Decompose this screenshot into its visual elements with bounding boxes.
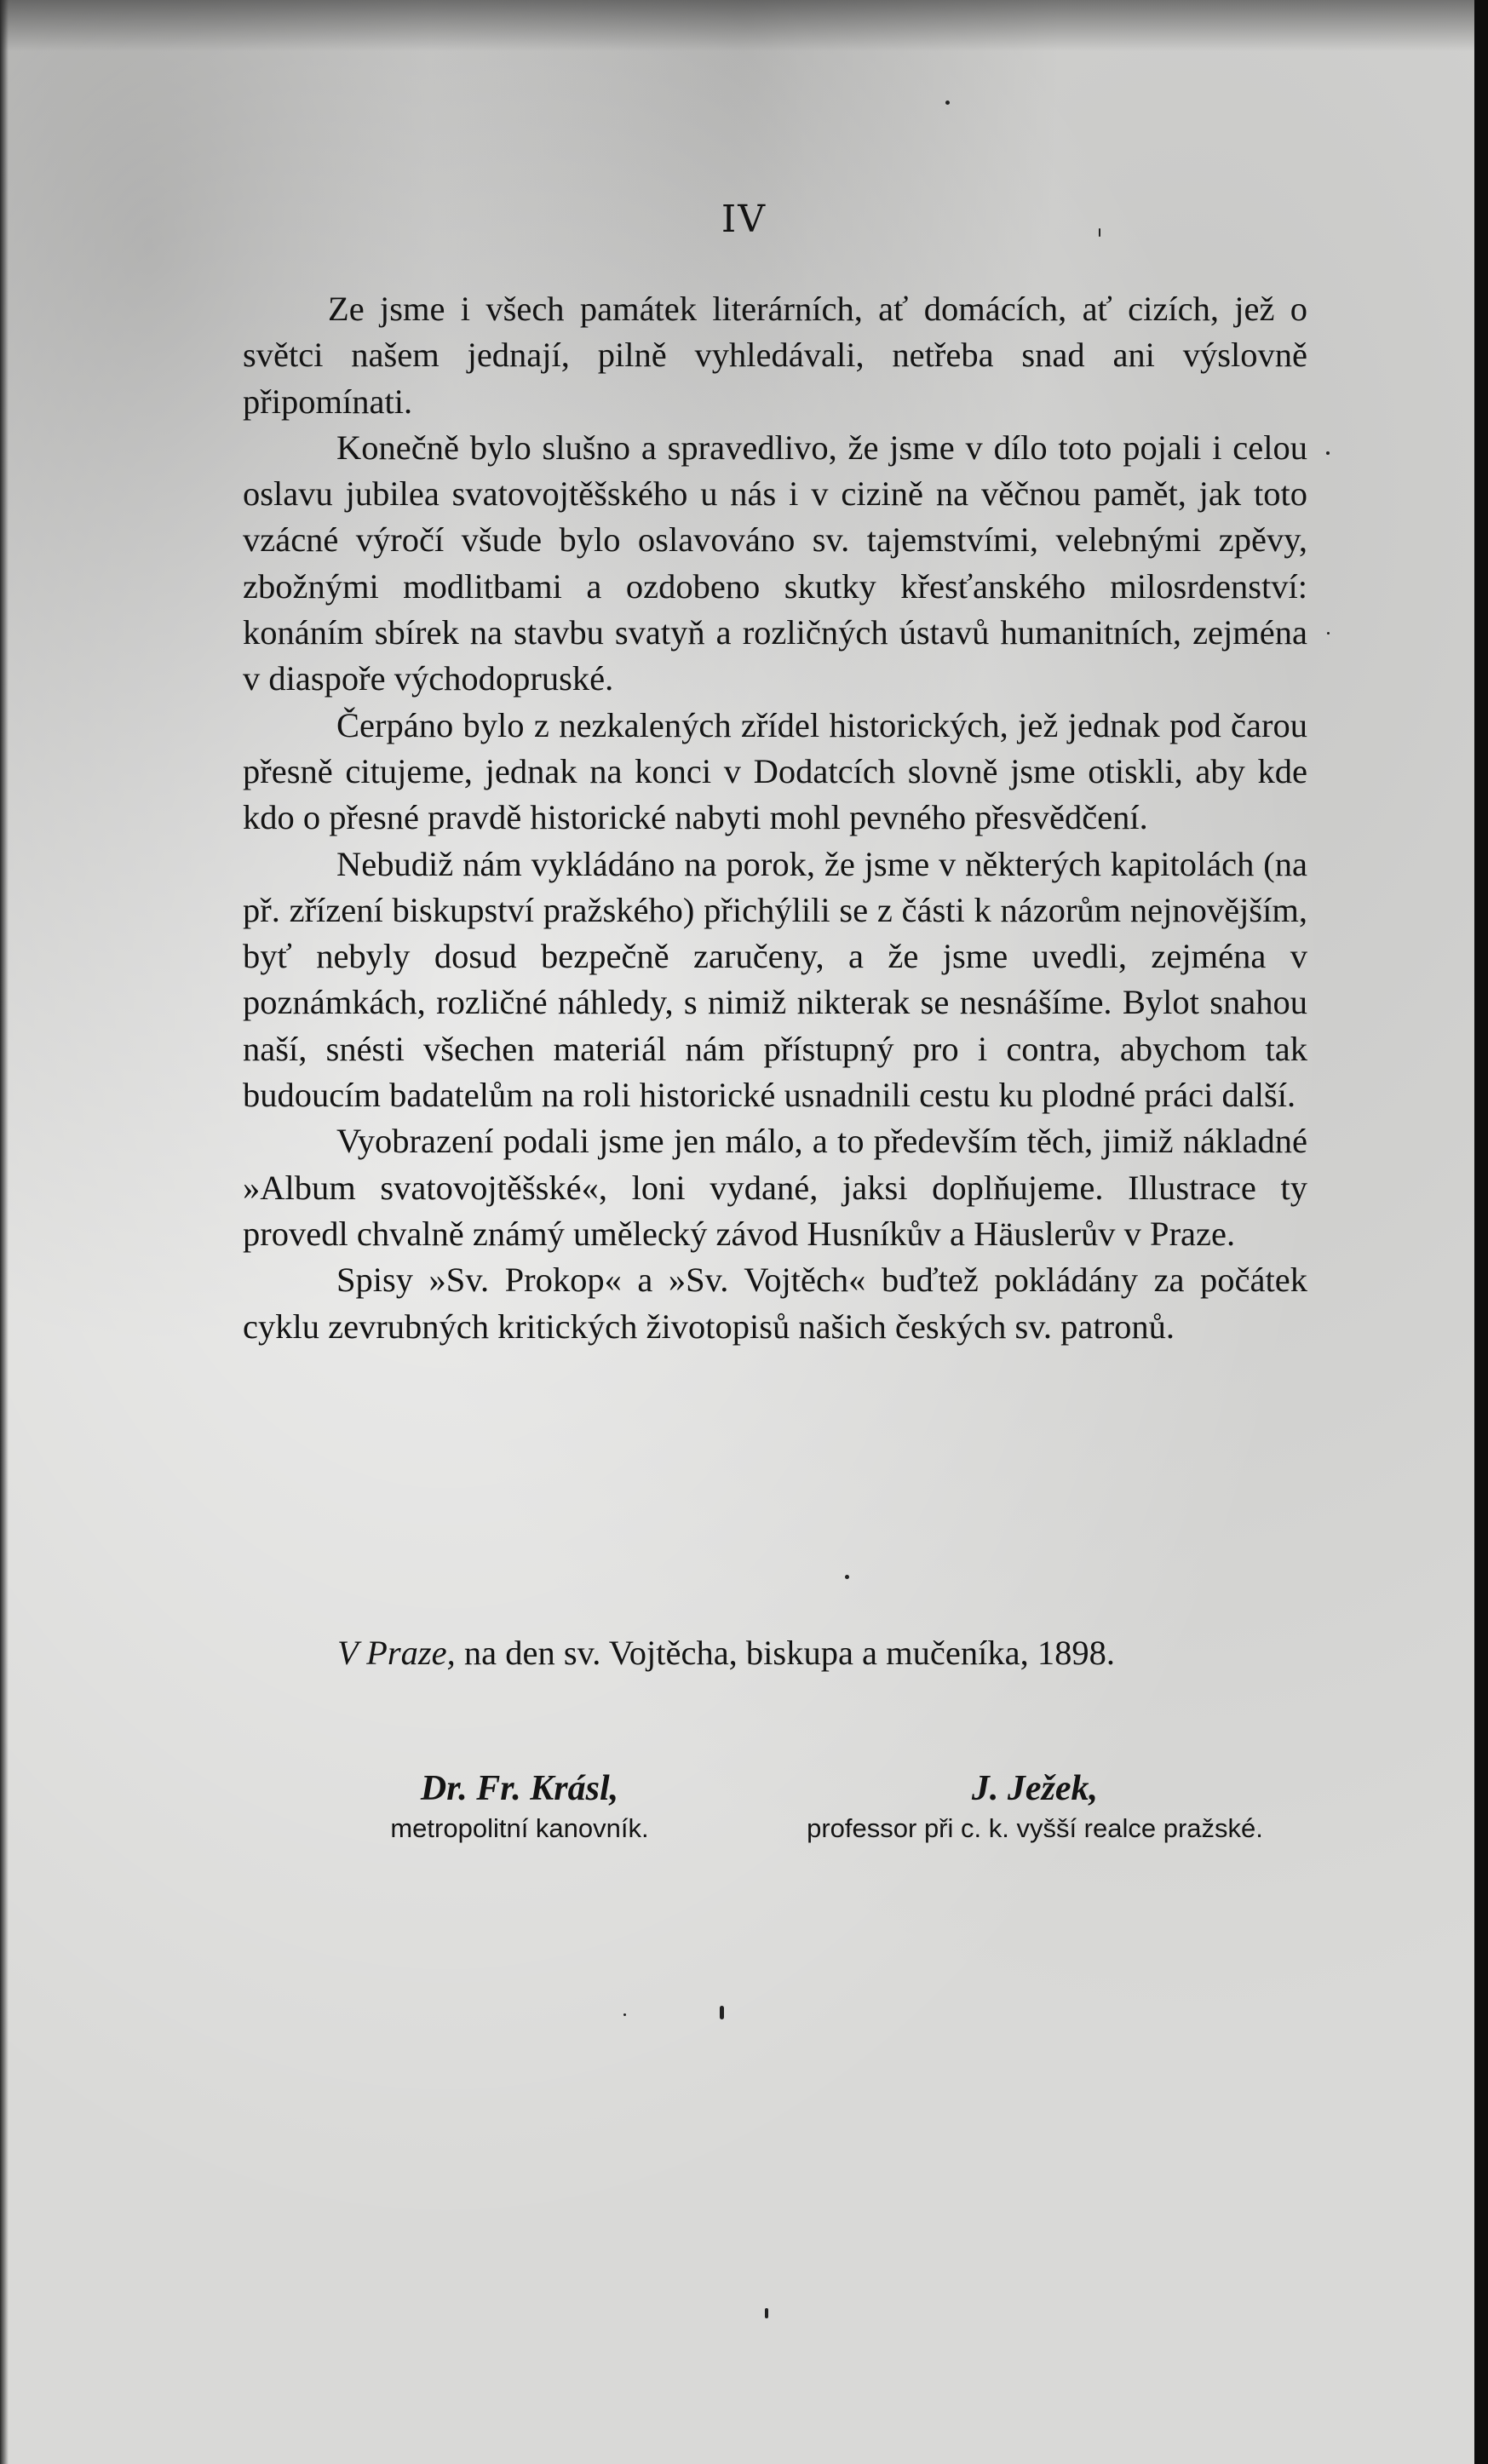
signature-role: professor při c. k. vyšší realce pražské. <box>807 1813 1263 1843</box>
scan-speck <box>945 101 950 105</box>
paragraph: Konečně bylo slušno a spravedlivo, že jsme v dílo toto pojali i celou oslavu jubilea svatovojtěšského u nás i v cizině na věčnou pamět, jak toto vzácné výročí všude bylo oslavováno sv. tajemstvími, velebnými zpěvy, zbožnými modlitbami a ozdobeno skutky křesťanského milosrdenství: konáním sbírek na stavbu svatyň a rozličných ústavů humanitních, zejména v diaspoře východopruské. <box>243 428 1307 698</box>
scan-speck <box>845 1575 849 1579</box>
page-shadow-left <box>0 0 9 2464</box>
scan-speck <box>765 2308 768 2318</box>
paragraph: Čerpáno bylo z nezkalených zřídel historických, jež jednak pod čarou přesně citujeme, jednak na konci v Dodatcích slovně jsme otiskli, aby kde kdo o přesné pravdě historické nabyti mohl pevného přesvědčení. <box>243 705 1307 837</box>
dateline-date: na den sv. Vojtěcha, biskupa a mučeníka, 1898. <box>455 1634 1115 1672</box>
scan-speck <box>623 2013 626 2016</box>
paragraph: Vyobrazení podali jsme jen málo, a to především těch, jimiž nákladné »Album svatovojtěšské«, loni vydané, jaksi doplňujeme. Illustrace ty provedl chvalně známý umělecký závod Husníkův a Häuslerův v Praze. <box>243 1122 1307 1253</box>
page-number: IV <box>721 198 767 241</box>
paragraph: Ze jsme i všech památek literárních, ať domácích, ať cizích, jež o světci našem jednají, pilně vyhledávali, netřeba snad ani výslovně připomínati. <box>243 290 1307 421</box>
scan-border-right <box>1474 0 1488 2464</box>
paragraph: Spisy »Sv. Prokop« a »Sv. Vojtěch« buďtež pokládány za počátek cyklu zevrubných kritických životopisů našich českých sv. patronů. <box>243 1261 1307 1346</box>
signature-role: metropolitní kanovník. <box>390 1813 649 1843</box>
page-shadow-top <box>0 0 1488 51</box>
dateline <box>337 1633 1317 1673</box>
paragraph: Nebudiž nám vykládáno na porok, že jsme v některých kapitolách (na př. zřízení biskupství pražského) přichýlili se z části k názorům nejnovějším, byť nebyly dosud bezpečně zaručeny, a že jsme uvedli, zejména v poznámkách, rozličné náhledy, s nimiž nikterak se nesnášíme. Bylot snahou naší, snésti všechen materiál nám přístupný pro i contra, abychom tak budoucím badatelům na roli historické usnadnili cestu ku plodné práci další. <box>243 844 1307 1115</box>
preface-body <box>243 286 1307 1350</box>
scan-speck <box>720 2006 724 2019</box>
signature-jezek <box>750 1766 1320 1847</box>
dateline-place: V Praze, <box>337 1634 456 1672</box>
scan-speck <box>1326 451 1330 455</box>
signature-krasl <box>341 1766 698 1847</box>
signature-name: Dr. Fr. Krásl, <box>420 1769 619 1808</box>
scan-speck <box>1327 632 1330 635</box>
signature-name: J. Ježek, <box>971 1769 1099 1808</box>
